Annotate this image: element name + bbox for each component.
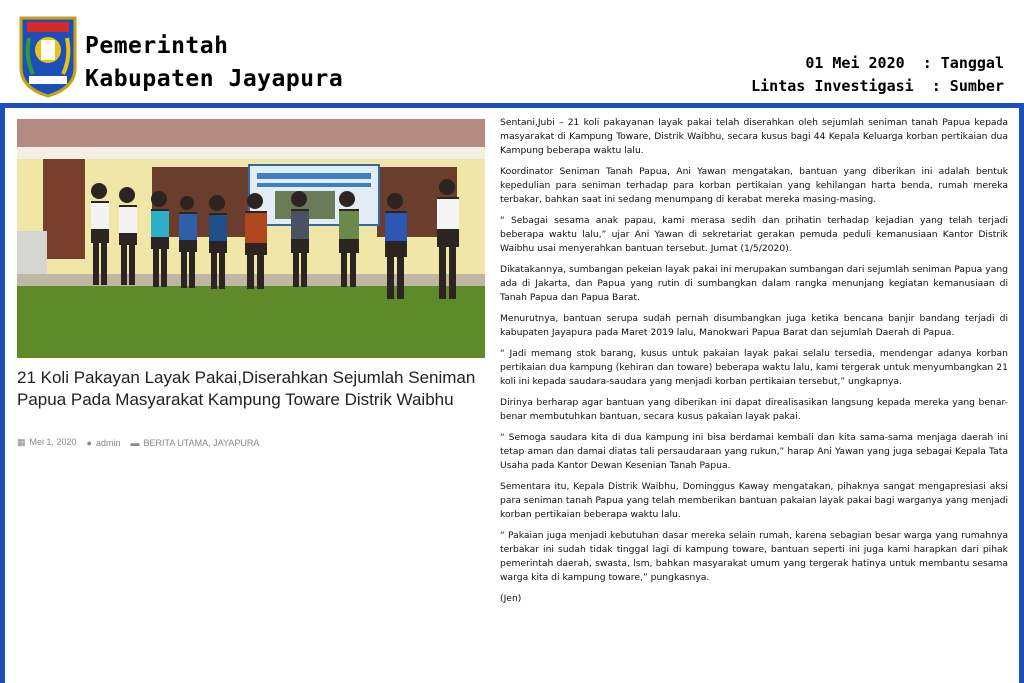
page-header [0, 0, 1024, 103]
article-title[interactable]: 21 Koli Pakayan Layak Pakai,Diserahkan Sejumlah Seniman Papua Pada Masyarakat Kampung Toware Distrik Waibhu [17, 368, 476, 409]
article-paragraph: “ Pakaian juga menjadi kebutuhan dasar mereka selain rumah, karena sebagian besar warga yang rumahnya terbakar ini sudah tidak tinggal lagi di kampung toware, bantuan seperti ini juga kami harapkan dari pihak pemerintah daerah, swasta, lsm, bahkan masyarakat umum yang tergerak hatinya untuk membantu sesama warga kita di kampung toware,” pungkasnya. [500, 530, 1008, 583]
source-label: : Sumber [931, 77, 1004, 95]
user-icon: ● [86, 437, 92, 448]
article-paragraph: Koordinator Seniman Tanah Papua, Ani Yawan mengatakan, bantuan yang diberikan ini adalah bentuk kepedulian para seniman terhadap para korban pertikaian yang kehilangan harta benda, rumah mereka terbakar, bahkan saat ini sedang menumpang di kerabat mereka masing-masing. [500, 166, 1008, 205]
kabupaten-jayapura-emblem-icon [17, 14, 79, 98]
article-paragraph: Sementara itu, Kepala Distrik Waibhu, Dominggus Kaway mengatakan, pihaknya sangat mengapresiasi aksi para seniman tanah Papua yang telah memberikan bantuan pakaian layak pakai bagi warganya yang menjadi korban pertikaian beberapa waktu lalu. [500, 481, 1008, 520]
government-name-line2: Kabupaten Jayapura [85, 66, 344, 92]
source-value: Lintas Investigasi [751, 77, 914, 95]
date-value: 01 Mei 2020 [805, 54, 905, 72]
article-paragraph: Dirinya berharap agar bantuan yang diberikan ini dapat direalisasikan langsung kepada mereka yang benar-benar membutuhkan bantuan, secara kusus pakaian layak pakai. [500, 397, 1008, 422]
source-row [751, 75, 1004, 98]
post-author-text: admin [95, 437, 121, 448]
date-row [751, 52, 1004, 75]
government-name [85, 30, 343, 96]
post-meta [17, 437, 259, 448]
post-date-text: Mei 1, 2020 [29, 437, 77, 447]
article-paragraph: Menurutnya, bantuan serupa sudah pernah disumbangkan juga ketika bencana banjir bandang terjadi di kabupaten Jayapura pada Maret 2019 lalu, Manokwari Papua Barat dan sejumlah Daerah di Papua. [500, 313, 1008, 338]
article-paragraph: “ Sebagai sesama anak papau, kami merasa sedih dan prihatin terhadap kejadian yang telah terjadi beberapa waktu lalu,” ujar Ani Yawan di sekretariat gerakan pemuda peduli kemanusiaan Kantor Distrik Waibhu usai menyerahkan bantuan tersebut. Jumat (1/5/2020). [500, 215, 1008, 254]
calendar-icon: ▦ [17, 437, 26, 447]
article-photo [17, 119, 485, 358]
post-categories-text: BERITA UTAMA, JAYAPURA [143, 437, 260, 448]
article-body [500, 116, 1008, 613]
article-paragraph: “ Jadi memang stok barang, kusus untuk pakaian layak pakai selalu tersedia, mendengar adanya korban pertikaian dua kampung (kehiran dan toware) beberapa waktu lalu, kami tergerak untuk menyumbangkan 21 koli ini kepada saudara-saudara yang menjadi korban pertikaian tersebut,” ungkapnya. [500, 348, 1008, 387]
date-label: : Tanggal [922, 54, 1004, 72]
article-paragraph: Sentani,Jubi – 21 koli pakayanan layak pakai telah diserahkan oleh sejumlah seniman tanah Papua kepada masyarakat di Kampung Toware, Distrik Waibhu, secara kusus bagi 44 Kepala Keluarga korban pertikaian dua Kampung beberapa waktu lalu. [500, 117, 1008, 156]
post-author[interactable] [87, 438, 121, 448]
source-info [751, 52, 1004, 98]
government-name-line1: Pemerintah [85, 33, 229, 59]
folder-icon: ▬ [130, 437, 140, 448]
post-date[interactable] [17, 437, 77, 448]
article-paragraph: Dikatakannya, sumbangan pekeian layak pakai ini merupakan sumbangan dari sejumlah seniman Papua yang ada di Jakarta, dan Papua yang rutin di sumbangkan dalam rangka menunjang kegiatan kemanusiaan di Tanah Papua dan Papua Barat. [500, 264, 1008, 303]
article-paragraph: “ Semoga saudara kita di dua kampung ini bisa berdamai kembali dan kita sama-sama menjaga daerah ini tetap aman dan damai diatas tali persaudaraan yang rukun,” harap Ani Yawan yang juga sebagai Kepala Tata Usaha pada Kantor Dewan Kesenian Tanah Papua. [500, 432, 1008, 471]
article-signature: (Jen) [500, 593, 522, 604]
post-categories[interactable] [131, 438, 260, 448]
